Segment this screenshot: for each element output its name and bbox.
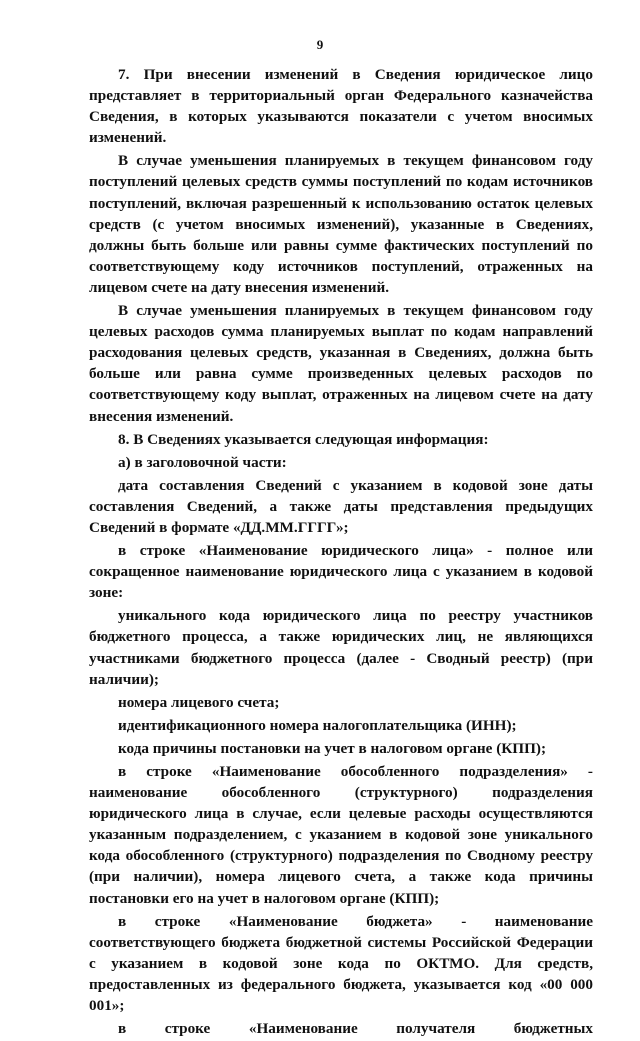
paragraph-legal-entity-name: в строке «Наименование юридического лица» - полное или сокращенное наименование юридического лица с указанием в кодовой зоне: [89, 542, 593, 602]
paragraph-budget-name: в строке «Наименование бюджета» - наименование соответствующего бюджета бюджетной системы Российской Федерации с указанием в кодовой зоне кода по ОКТМО. Для средств, предоставленных из федерального бюджета, указывается код «00 000 001»; [89, 912, 593, 1015]
page-number: 9 [316, 37, 324, 52]
paragraph-unique-code: уникального кода юридического лица по реестру участников бюджетного процесса, а также юридических лиц, не являющихся участниками бюджетного процесса (далее - Сводный реестр) (при наличии); [89, 607, 593, 688]
paragraph-header-section: а) в заголовочной части: [118, 453, 287, 471]
paragraph-item-8: 8. В Сведениях указывается следующая информация: [118, 430, 489, 448]
paragraph-account-number: номера лицевого счета; [118, 693, 280, 711]
paragraph-recipient: в строке «Наименование получателя бюджетных [118, 1020, 593, 1038]
paragraph-item-7: 7. При внесении изменений в Сведения юридическое лицо представляет в территориальный орган Федерального казначейства Сведения, в которых указываются показатели с учетом вносимых изменений. [89, 66, 593, 147]
document-body [89, 64, 593, 1041]
paragraph-kpp: кода причины постановки на учет в налоговом органе (КПП); [118, 739, 547, 757]
paragraph-expense-decrease: В случае уменьшения планируемых в текущем финансовом году целевых расходов сумма планируемых выплат по кодам направлений расходования целевых средств, указанная в Сведениях, должна быть больше или равна сумме произведенных целевых расходов по соответствующему коду выплат, отраженных на лицевом счете на дату внесения изменений. [89, 302, 593, 425]
paragraph-inn: идентификационного номера налогоплательщика (ИНН); [118, 716, 517, 734]
paragraph-subdivision: в строке «Наименование обособленного подразделения» - наименование обособленного (структурного) подразделения юридического лица в случае, если целевые расходы осуществляются указанным подразделением, с указанием в кодовой зоне уникального кода обособленного (структурного) подразделения по Сводному реестру (при наличии), номера лицевого счета, а также кода причины постановки его на учет в налоговом органе (КПП); [89, 763, 593, 907]
paragraph-income-decrease: В случае уменьшения планируемых в текущем финансовом году поступлений целевых средств суммы поступлений по кодам источников поступлений, включая разрешенный к использованию остаток целевых средств (с учетом вносимых изменений), указанные в Сведениях, должны быть больше или равны сумме фактических поступлений по соответствующему коду источников поступлений, отраженных на лицевом счете на дату внесения изменений. [89, 152, 593, 296]
paragraph-date: дата составления Сведений с указанием в кодовой зоне даты составления Сведений, а также даты представления предыдущих Сведений в формате «ДД.ММ.ГГГГ»; [89, 476, 593, 536]
